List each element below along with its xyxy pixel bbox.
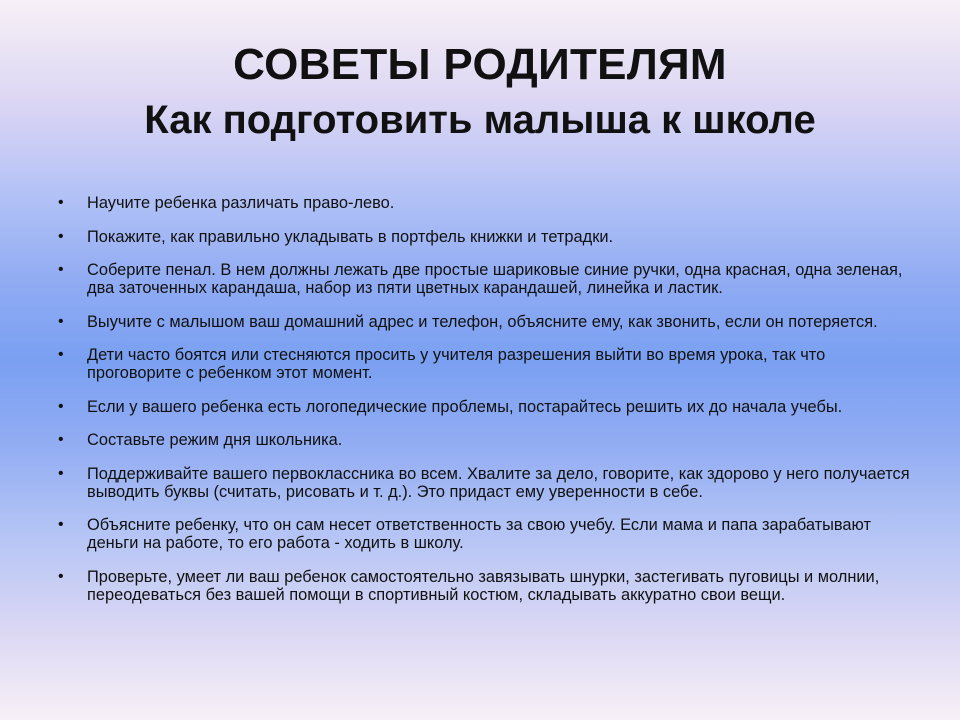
tip-item [56, 194, 916, 212]
tip-item [56, 346, 916, 382]
tip-text: Если у вашего ребенка есть логопедические проблемы, постарайтесь решить их до начала учебы. [87, 397, 843, 416]
tip-text: Научите ребенка различать право-лево. [87, 194, 395, 212]
bullet-dot-icon: • [58, 464, 64, 482]
tip-item [56, 398, 916, 416]
tip-item [56, 465, 916, 501]
bullet-dot-icon: • [58, 312, 64, 330]
tip-text: Покажите, как правильно укладывать в портфель книжки и тетрадки. [87, 227, 614, 246]
bullet-dot-icon: • [58, 431, 64, 448]
tip-text: Составьте режим дня школьника. [87, 431, 343, 449]
bullet-dot-icon: • [58, 397, 64, 415]
tip-item [56, 516, 916, 552]
tip-text: Поддерживайте вашего первоклассника во всем. Хвалите за дело, говорите, как здорово у него получается выводить буквы (считать, рисовать и т. д.). Это придаст ему уверенности в себе. [87, 464, 910, 501]
tip-item [56, 228, 916, 246]
tip-text: Соберите пенал. В нем должны лежать две простые шариковые синие ручки, одна красная, одна зеленая, два заточенных карандаша, набор из пяти цветных карандашей, линейка и ластик. [87, 261, 903, 297]
bullet-dot-icon: • [58, 227, 64, 245]
bullet-dot-icon: • [58, 346, 64, 363]
slide-subtitle: Как подготовить малыша к школе [144, 98, 816, 142]
slide-title: СОВЕТЫ РОДИТЕЛЯМ [233, 40, 727, 89]
tip-item [56, 313, 916, 331]
tip-text: Проверьте, умеет ли ваш ребенок самостоятельно завязывать шнурки, застегивать пуговицы и молнии, переодеваться без вашей помощи в спортивный костюм, складывать аккуратно свои вещи. [87, 567, 880, 604]
tips-list [56, 194, 916, 619]
tip-text: Объясните ребенку, что он сам несет ответственность за свою учебу. Если мама и папа зарабатывают деньги на работе, то его работа - ходить в школу. [87, 516, 871, 552]
bullet-dot-icon: • [58, 261, 64, 278]
tip-item [56, 261, 916, 297]
tip-item [56, 431, 916, 449]
bullet-dot-icon: • [58, 567, 64, 585]
bullet-dot-icon: • [58, 194, 64, 211]
bullet-dot-icon: • [58, 516, 64, 533]
tip-text: Дети часто боятся или стесняются просить у учителя разрешения выйти во время урока, так что проговорите с ребенком этот момент. [87, 346, 826, 382]
tip-text: Выучите с малышом ваш домашний адрес и телефон, объясните ему, как звонить, если он потеряется. [87, 312, 878, 331]
tip-item [56, 568, 916, 604]
